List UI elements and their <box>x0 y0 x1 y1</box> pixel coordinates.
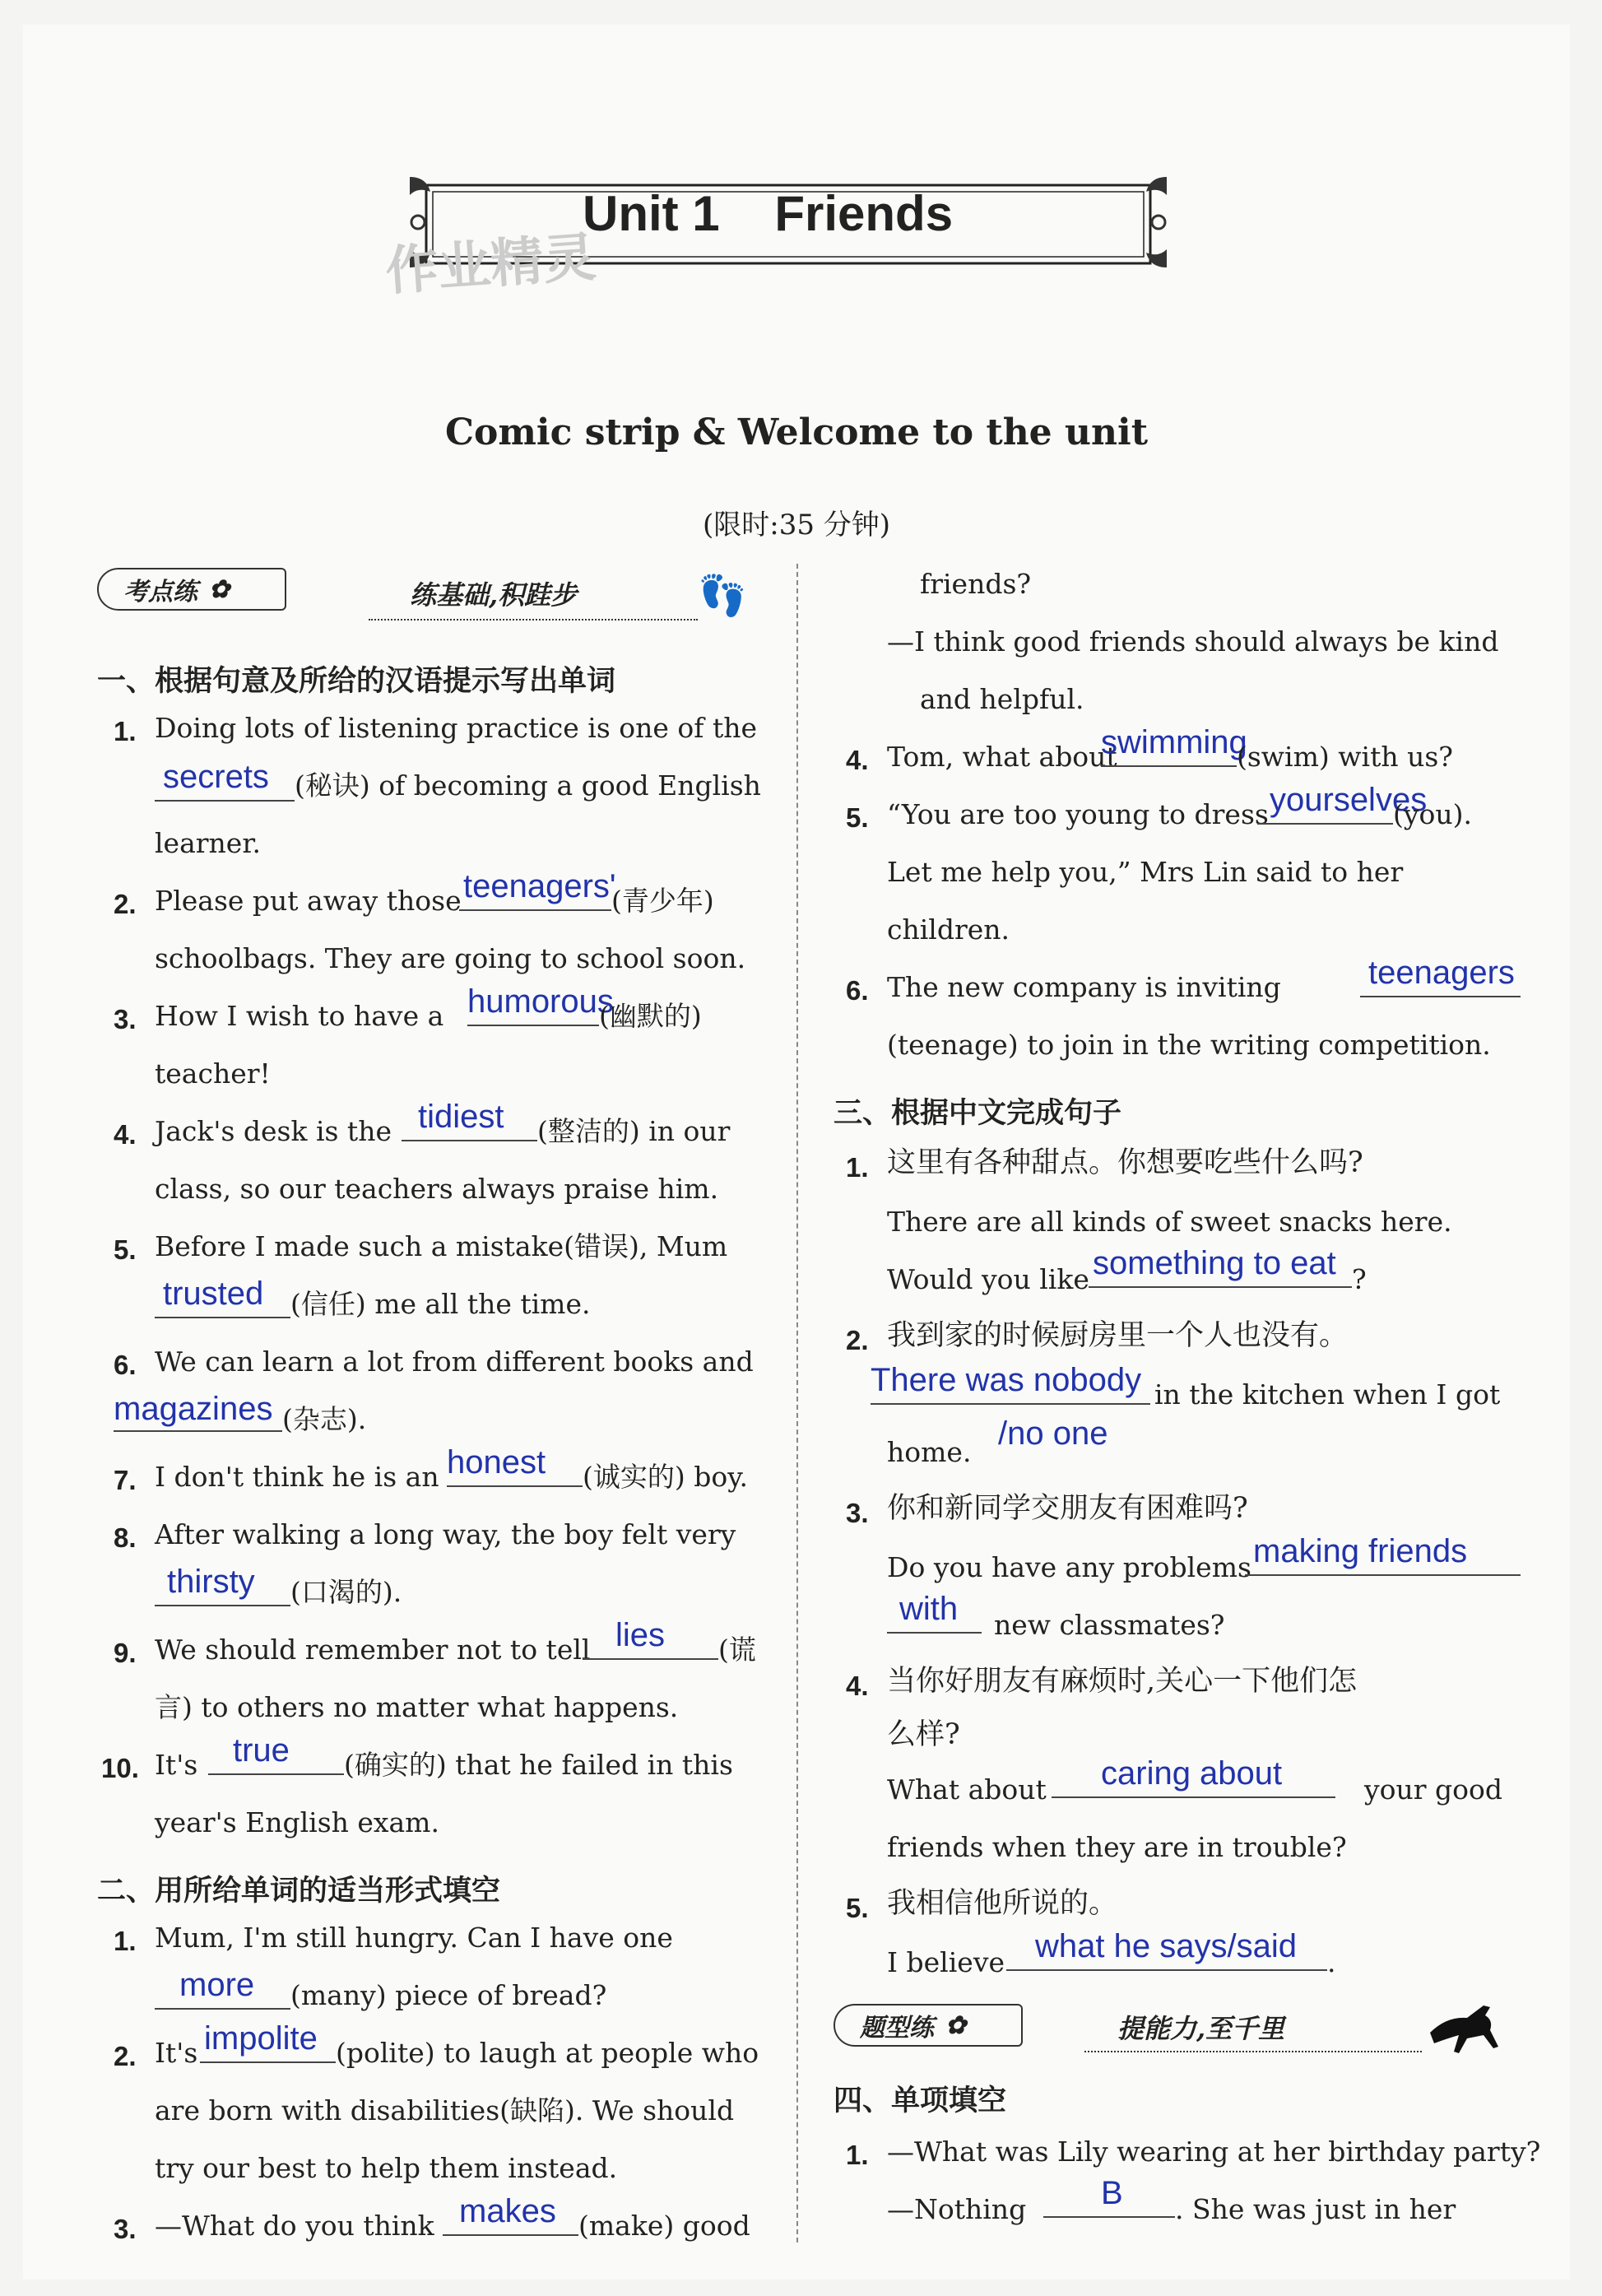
section-4-title: 四、单项填空 <box>834 2085 1007 2117</box>
s2-q4-text: (swim) with us? <box>1237 741 1453 773</box>
q7-text: (诚实的) boy. <box>583 1461 748 1493</box>
q9-text: We should remember not to tell <box>155 1634 591 1666</box>
answer-blank <box>155 2008 290 2010</box>
q3-number: 3. <box>114 1004 137 1034</box>
answer-q8: thirsty <box>167 1564 255 1600</box>
q1-text: learner. <box>155 827 261 859</box>
answer-s2-q1: more <box>179 1967 255 2003</box>
horse-icon <box>1422 1996 1512 2053</box>
page <box>23 25 1570 2280</box>
column-divider <box>796 564 798 2243</box>
q1-text: (秘诀) of becoming a good English <box>295 769 761 802</box>
q6-text: We can learn a lot from different books and <box>155 1346 754 1378</box>
q10-text: year's English exam. <box>155 1806 439 1838</box>
s2-q2-text: It's <box>155 2037 198 2069</box>
answer-blank <box>1245 1574 1521 1576</box>
answer-s3-q5: what he says/said <box>1035 1928 1297 1964</box>
q2-text: (青少年) <box>611 885 714 917</box>
q5-number: 5. <box>114 1234 137 1265</box>
answer-blank <box>1052 1796 1335 1798</box>
s3-q4-chinese: 么样? <box>887 1718 960 1751</box>
dotted-line <box>369 619 698 620</box>
s2-q2-text: (polite) to laugh at people who <box>336 2037 759 2069</box>
answer-q1: secrets <box>163 759 269 795</box>
answer-s3-q4: caring about <box>1101 1755 1283 1792</box>
lotus-icon: ✿ <box>945 2010 967 2040</box>
q4-text: (整洁的) in our <box>537 1115 731 1147</box>
s2-q6-number: 6. <box>846 975 869 1006</box>
s4-q1-text: —Nothing <box>887 2193 1027 2225</box>
s2-q3-text: —I think good friends should always be kind <box>887 625 1499 658</box>
s2-q6-text: (teenage) to join in the writing competition. <box>887 1029 1491 1061</box>
answer-blank <box>1101 765 1237 767</box>
answer-s4-q1: B <box>1101 2175 1123 2211</box>
s2-q5-number: 5. <box>846 802 869 833</box>
banner-tag-left <box>97 568 286 611</box>
q1-number: 1. <box>114 716 137 746</box>
banner-tag-left-text: 考点练 <box>123 578 197 607</box>
unit-title: Unit 1 Friends <box>583 186 954 241</box>
answer-blank <box>208 1773 344 1775</box>
banner-slogan-right: 提能力,至千里 <box>1117 2013 1285 2044</box>
footprints-icon: 👣 <box>698 573 747 619</box>
s3-q1-text: Would you like <box>887 1263 1089 1295</box>
banner-tag-right-text: 题型练 <box>860 2014 934 2043</box>
q7-text: I don't think he is an <box>155 1461 439 1493</box>
s2-q3-text: and helpful. <box>920 683 1084 715</box>
q9-text: (谎 <box>718 1634 756 1666</box>
q3-text: teacher! <box>155 1057 271 1090</box>
section-3-title: 三、根据中文完成句子 <box>834 1097 1122 1130</box>
s3-q4-text: your good <box>1364 1773 1503 1806</box>
lesson-title: Comic strip & Welcome to the unit <box>444 411 1149 453</box>
q10-text: It's <box>155 1749 198 1781</box>
s3-q3-text: new classmates? <box>994 1609 1225 1641</box>
s4-q1-text: . She was just in her <box>1175 2193 1456 2225</box>
s2-q2-number: 2. <box>114 2041 137 2071</box>
q6-text: (杂志). <box>282 1403 367 1435</box>
s3-q4-chinese: 当你好朋友有麻烦时,关心一下他们怎 <box>887 1665 1358 1698</box>
q10-number: 10. <box>101 1753 139 1783</box>
s3-q3-chinese: 你和新同学交朋友有困难吗? <box>887 1492 1248 1525</box>
s3-q4-text: What about <box>887 1773 1047 1806</box>
answer-q4: tidiest <box>418 1099 504 1135</box>
s2-q3-number: 3. <box>114 2214 137 2244</box>
answer-blank <box>467 1025 599 1026</box>
s3-q5-chinese: 我相信他所说的。 <box>887 1887 1118 1920</box>
s2-q5-text: children. <box>887 913 1010 946</box>
q8-text: After walking a long way, the boy felt very <box>155 1518 736 1550</box>
s2-q3-text: (make) good <box>578 2210 750 2242</box>
answer-s3-q2: There was nobody <box>871 1362 1142 1398</box>
answer-blank <box>447 1485 583 1487</box>
s2-q5-text: Let me help you,” Mrs Lin said to her <box>887 856 1404 888</box>
s3-q2-number: 2. <box>846 1325 869 1355</box>
answer-s2-q6: teenagers <box>1368 955 1515 991</box>
q8-number: 8. <box>114 1522 137 1553</box>
q3-text: (幽默的) <box>599 1000 702 1032</box>
s2-q1-text: (many) piece of bread? <box>290 1979 607 2011</box>
section-1-title: 一、根据句意及所给的汉语提示写出单词 <box>97 665 616 698</box>
s3-q1-number: 1. <box>846 1152 869 1183</box>
answer-q10: true <box>233 1732 290 1768</box>
answer-blank <box>583 1658 718 1660</box>
q2-number: 2. <box>114 889 137 919</box>
q9-text: 言) to others no matter what happens. <box>155 1691 679 1723</box>
q8-text: (口渴的). <box>290 1576 402 1608</box>
s3-q1-chinese: 这里有各种甜点。你想要吃些什么吗? <box>887 1146 1363 1179</box>
q7-number: 7. <box>114 1465 137 1495</box>
q4-number: 4. <box>114 1119 137 1150</box>
answer-blank <box>887 1632 982 1634</box>
answer-blank <box>402 1140 537 1141</box>
answer-q7: honest <box>447 1444 546 1480</box>
answer-q5: trusted <box>163 1276 264 1312</box>
q10-text: (确实的) that he failed in this <box>344 1749 733 1781</box>
s3-q5-text: . <box>1327 1946 1336 1978</box>
s4-q1-text: —What was Lily wearing at her birthday party? <box>887 2136 1541 2168</box>
s3-q2-text: in the kitchen when I got <box>1154 1378 1501 1411</box>
s2-q5-text: “You are too young to dress <box>887 798 1269 830</box>
s2-q2-text: are born with disabilities(缺陷). We should <box>155 2094 735 2126</box>
s3-q4-text: friends when they are in trouble? <box>887 1831 1347 1863</box>
s3-q3-number: 3. <box>846 1498 869 1528</box>
s3-q2-chinese: 我到家的时候厨房里一个人也没有。 <box>887 1319 1349 1352</box>
answer-s3-q2-alt: /no one <box>998 1415 1108 1452</box>
answer-s2-q5: yourselves <box>1270 782 1428 818</box>
answer-blank <box>443 2234 578 2236</box>
s2-q5-text: (you). <box>1393 798 1473 830</box>
banner-tag-right <box>834 2004 1023 2047</box>
time-limit: (限时:35 分钟) <box>702 509 891 541</box>
s2-q1-text: Mum, I'm still hungry. Can I have one <box>155 1922 673 1954</box>
answer-q2: teenagers' <box>463 868 616 904</box>
q1-text: Doing lots of listening practice is one of the <box>155 712 758 744</box>
watermark: 作业精灵 <box>383 227 598 303</box>
s3-q3-text: Do you have any problems <box>887 1551 1251 1583</box>
answer-blank <box>155 800 295 802</box>
s3-q4-number: 4. <box>846 1671 869 1701</box>
s2-q4-number: 4. <box>846 745 869 775</box>
answer-blank <box>155 1317 290 1318</box>
q9-number: 9. <box>114 1638 137 1668</box>
q6-number: 6. <box>114 1350 137 1380</box>
s4-q1-number: 1. <box>846 2140 869 2170</box>
answer-s2-q2: impolite <box>204 2020 318 2057</box>
answer-blank <box>1006 1969 1327 1971</box>
answer-blank <box>1043 2216 1175 2218</box>
lotus-icon: ✿ <box>209 574 230 604</box>
answer-blank <box>155 1605 290 1606</box>
answer-blank <box>1257 823 1393 825</box>
section-2-title: 二、用所给单词的适当形式填空 <box>97 1875 501 1908</box>
q2-text: schoolbags. They are going to school soon. <box>155 942 746 974</box>
answer-blank <box>459 909 611 911</box>
dotted-line <box>1084 2051 1422 2052</box>
s2-q3-text: —What do you think <box>155 2210 434 2242</box>
q4-text: Jack's desk is the <box>155 1115 392 1147</box>
q5-text: (信任) me all the time. <box>290 1288 591 1320</box>
s2-q2-text: try our best to help them instead. <box>155 2152 618 2184</box>
answer-blank <box>1089 1286 1352 1288</box>
s3-q1-text: ? <box>1352 1263 1367 1295</box>
answer-s3-q3: making friends <box>1253 1533 1468 1569</box>
s3-q5-number: 5. <box>846 1893 869 1923</box>
s2-q1-number: 1. <box>114 1926 137 1956</box>
s2-q6-text: The new company is inviting <box>887 971 1281 1003</box>
answer-blank <box>871 1403 1150 1405</box>
s3-q2-text: home. <box>887 1436 972 1468</box>
answer-q9: lies <box>615 1617 666 1653</box>
answer-q6: magazines <box>114 1391 273 1427</box>
q3-text: How I wish to have a <box>155 1000 444 1032</box>
answer-s3-q3-cont: with <box>899 1591 959 1627</box>
s3-q5-text: I believe <box>887 1946 1005 1978</box>
answer-s2-q3: makes <box>459 2193 556 2229</box>
q2-text: Please put away those <box>155 885 462 917</box>
answer-blank <box>1360 996 1521 997</box>
q5-text: Before I made such a mistake(错误), Mum <box>155 1230 728 1262</box>
s2-q3-text: friends? <box>920 568 1032 600</box>
s2-q4-text: Tom, what about <box>887 741 1117 773</box>
answer-q3: humorous <box>467 983 614 1020</box>
answer-s2-q4: swimming <box>1101 724 1247 760</box>
banner-slogan-left: 练基础,积跬步 <box>410 579 578 611</box>
q4-text: class, so our teachers always praise him. <box>155 1173 719 1205</box>
s3-q1-text: There are all kinds of sweet snacks here. <box>887 1206 1452 1238</box>
answer-blank <box>114 1430 282 1432</box>
answer-blank <box>200 2061 336 2063</box>
answer-s3-q1: something to eat <box>1093 1245 1336 1281</box>
